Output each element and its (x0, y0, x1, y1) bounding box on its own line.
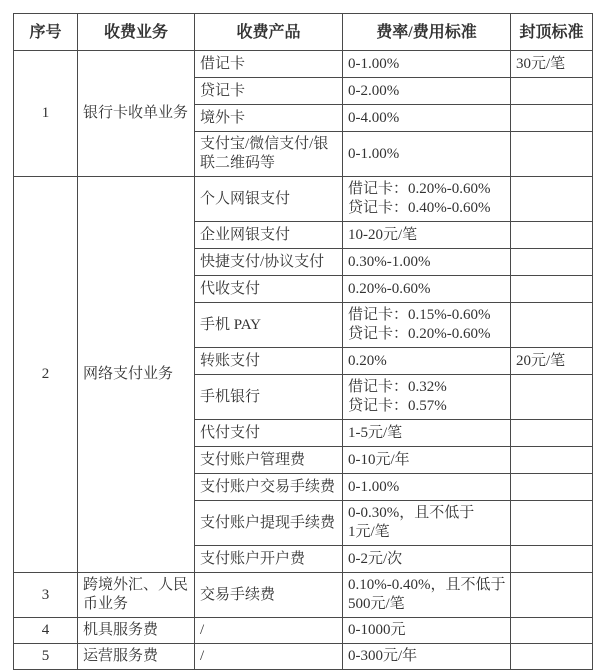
business-cell: 跨境外汇、人民币业务 (78, 573, 195, 618)
rate-line: 0-4.00% (348, 109, 400, 126)
cap-cell (511, 375, 593, 420)
fee-schedule-table (13, 13, 593, 670)
product-cell: 支付账户开户费 (195, 546, 343, 573)
cap-cell (511, 420, 593, 447)
rate-line: 0-0.30%，且不低于 (348, 505, 475, 521)
product-cell: / (195, 644, 343, 670)
cap-cell (511, 78, 593, 105)
rate-cell (343, 51, 511, 78)
rate-cell (343, 501, 511, 546)
rate-cell (343, 447, 511, 474)
product-cell: 支付账户提现手续费 (195, 501, 343, 546)
rate-cell (343, 348, 511, 375)
header-cell-rate: 费率/费用标准 (343, 14, 511, 51)
rate-cell (343, 222, 511, 249)
rate-line: 贷记卡：0.40%-0.60% (348, 200, 491, 216)
cap-cell (511, 546, 593, 573)
product-cell: / (195, 618, 343, 644)
product-cell: 代付支付 (195, 420, 343, 447)
rate-line: 借记卡：0.32% (348, 379, 447, 395)
product-cell: 转账支付 (195, 348, 343, 375)
rate-line: 0.20%-0.60% (348, 280, 431, 297)
rate-line: 0-1.00% (348, 478, 400, 495)
row-number-cell: 3 (14, 573, 78, 618)
rate-line: 0-2元/次 (348, 550, 403, 567)
header-cell-cap: 封顶标准 (511, 14, 593, 51)
cap-cell (511, 501, 593, 546)
product-cell: 支付账户管理费 (195, 447, 343, 474)
business-cell: 机具服务费 (78, 618, 195, 644)
rate-cell (343, 375, 511, 420)
rate-line: 借记卡：0.20%-0.60% (348, 181, 491, 197)
rate-line: 1元/笔 (348, 524, 390, 540)
header-cell-index: 序号 (14, 14, 78, 51)
table-row (14, 573, 593, 618)
product-cell: 手机银行 (195, 375, 343, 420)
product-cell: 快捷支付/协议支付 (195, 249, 343, 276)
rate-line: 0-10元/年 (348, 451, 410, 468)
rate-line: 借记卡：0.15%-0.60% (348, 307, 491, 323)
product-cell: 借记卡 (195, 51, 343, 78)
rate-cell (343, 573, 511, 618)
cap-cell: 30元/笔 (511, 51, 593, 78)
rate-cell (343, 644, 511, 670)
cap-cell: 20元/笔 (511, 348, 593, 375)
rate-cell (343, 618, 511, 644)
product-cell: 企业网银支付 (195, 222, 343, 249)
rate-cell (343, 177, 511, 222)
rate-line: 10-20元/笔 (348, 226, 418, 243)
product-cell: 支付账户交易手续费 (195, 474, 343, 501)
cap-cell (511, 222, 593, 249)
business-cell: 银行卡收单业务 (78, 51, 195, 177)
cap-cell (511, 618, 593, 644)
cap-cell (511, 644, 593, 670)
table-row (14, 51, 593, 78)
rate-cell (343, 546, 511, 573)
rate-line: 0-1.00% (348, 145, 400, 162)
row-number-cell: 4 (14, 618, 78, 644)
row-number-cell: 1 (14, 51, 78, 177)
product-cell: 支付宝/微信支付/银联二维码等 (195, 132, 343, 177)
table-row (14, 177, 593, 222)
rate-cell (343, 105, 511, 132)
rate-cell (343, 474, 511, 501)
business-cell: 运营服务费 (78, 644, 195, 670)
rate-line: 0-1.00% (348, 55, 400, 72)
cap-cell (511, 303, 593, 348)
product-cell: 代收支付 (195, 276, 343, 303)
rate-line: 1-5元/笔 (348, 424, 403, 441)
cap-cell (511, 276, 593, 303)
rate-cell (343, 78, 511, 105)
header-cell-product: 收费产品 (195, 14, 343, 51)
cap-cell (511, 474, 593, 501)
rate-cell (343, 420, 511, 447)
cap-cell (511, 447, 593, 474)
header-cell-business: 收费业务 (78, 14, 195, 51)
rate-line: 0-1000元 (348, 622, 406, 638)
product-cell: 手机 PAY (195, 303, 343, 348)
row-number-cell: 5 (14, 644, 78, 670)
business-cell: 网络支付业务 (78, 177, 195, 573)
rate-line: 500元/笔 (348, 596, 405, 612)
table-row (14, 644, 593, 670)
row-number-cell: 2 (14, 177, 78, 573)
rate-cell (343, 132, 511, 177)
rate-cell (343, 276, 511, 303)
header-row (14, 14, 593, 51)
product-cell: 境外卡 (195, 105, 343, 132)
cap-cell (511, 177, 593, 222)
cap-cell (511, 249, 593, 276)
rate-line: 贷记卡：0.57% (348, 398, 447, 414)
rate-cell (343, 249, 511, 276)
cap-cell (511, 573, 593, 618)
table-row (14, 618, 593, 644)
rate-line: 贷记卡：0.20%-0.60% (348, 326, 491, 342)
cap-cell (511, 105, 593, 132)
rate-line: 0.10%-0.40%，且不低于 (348, 577, 506, 593)
product-cell: 个人网银支付 (195, 177, 343, 222)
rate-line: 0.20% (348, 352, 387, 369)
rate-line: 0-300元/年 (348, 648, 418, 664)
rate-line: 0.30%-1.00% (348, 253, 431, 270)
rate-line: 0-2.00% (348, 82, 400, 99)
product-cell: 交易手续费 (195, 573, 343, 618)
rate-cell (343, 303, 511, 348)
cap-cell (511, 132, 593, 177)
product-cell: 贷记卡 (195, 78, 343, 105)
